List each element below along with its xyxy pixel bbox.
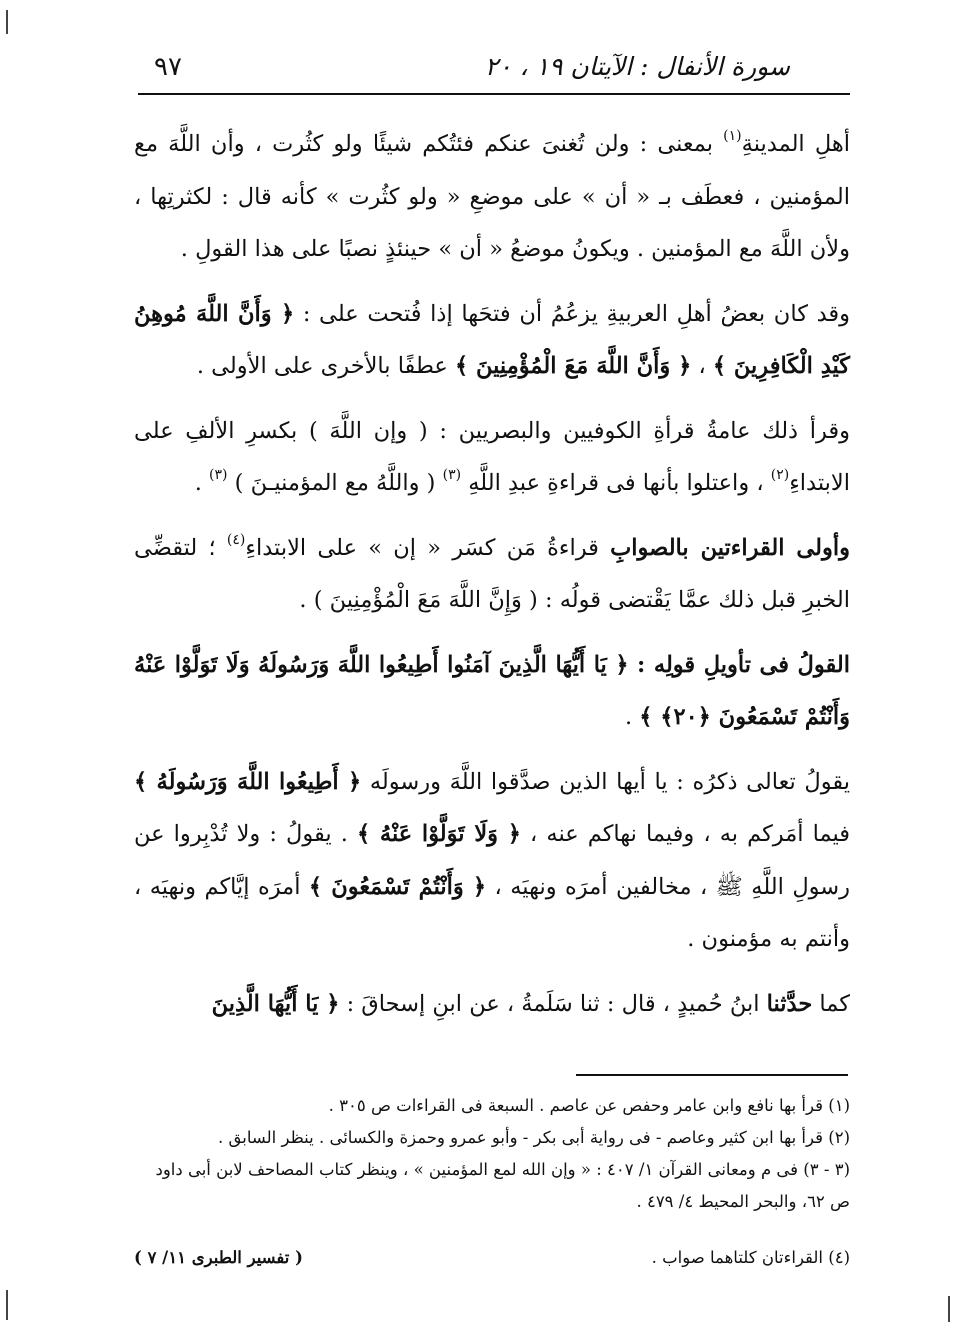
text-span: ، واعتلوا بأنها فى قراءةِ عبدِ اللَّهِ <box>461 470 771 496</box>
text-span: ( واللَّهُ مع المؤمنيـنَ ) <box>227 470 443 496</box>
main-text <box>134 118 850 1042</box>
scan-edge-mark <box>948 1296 950 1322</box>
footnote-3: (٣ - ٣) فى م ومعانى القرآن ١/ ٤٠٧ : « وإن الله لمع المؤمنين » ، وينظر كتاب المصاحف لابن أبى داود ص ٦٢، والبحر المحيط ٤/ ٤٧٩ . <box>155 1160 850 1211</box>
text-span: أمرَه إيَّاكم ونهيَه ، وأنتم به مؤمنون . <box>134 873 850 952</box>
footnote-marker: (٢) <box>770 467 790 483</box>
volume-reference: ( تفسير الطبرى ١١/ ٧ ) <box>134 1248 303 1267</box>
footnote-marker: (١) <box>723 128 742 144</box>
quran-verse: ﴿ يَا أَيُّهَا الَّذِينَ <box>211 990 340 1017</box>
text-span: فيما أمَركم به ، وفيما نهاكم عنه ، <box>520 821 850 847</box>
paragraph-5 <box>134 639 850 744</box>
text-span: كما <box>812 990 850 1017</box>
text-span: يقولُ تعالى ذكرُه : يا أيها الذين صدَّقوا اللَّهَ ورسولَه <box>361 768 851 795</box>
page-footer <box>134 1248 850 1282</box>
quran-verse: ﴿ وَلَا تَوَلَّوْا عَنْهُ ﴾ <box>356 821 521 847</box>
paragraph-4 <box>134 522 850 627</box>
paragraph-2 <box>134 288 850 393</box>
page-number: ٩٧ <box>154 52 182 82</box>
text-span: ابنُ حُميدٍ ، قال : ثنا سَلَمةُ ، عن ابنِ إسحاقَ : <box>339 990 767 1017</box>
text-span: . <box>194 470 210 496</box>
text-span: ، <box>691 353 713 379</box>
paragraph-3 <box>134 405 850 510</box>
quran-verse: ﴿ أَطِيعُوا اللَّهَ وَرَسُولَهُ ﴾ <box>134 768 362 795</box>
running-header <box>138 40 850 92</box>
quran-verse: ﴿ وَأَنَّ اللَّهَ مَعَ الْمُؤْمِنِينَ ﴾ <box>454 353 692 379</box>
footnote-1: (١) قرأ بها نافع وابن عامر وحفص عن عاصم . السبعة فى القراءات ص ٣٠٥ . <box>328 1096 850 1115</box>
quran-verse: ﴿ وَأَنَّ اللَّهَ مُوهِنُ كَيْدِ الْكَافِرِينَ ﴾ <box>134 300 850 379</box>
text-span: وقد كان بعضُ أهلِ العربيةِ يزعُمُ أن فتحَها إذا فُتحت على : <box>294 300 850 327</box>
paragraph-7 <box>134 978 850 1031</box>
section-heading: القولُ فى تأويلِ قولِه : <box>628 651 850 678</box>
text-span: . <box>624 704 640 730</box>
footnote-2: (٢) قرأ بها ابن كثير وعاصم - فى رواية أبى بكر - وأبو عمرو وحمزة والكسائى . ينظر السابق . <box>218 1128 850 1147</box>
text-span: قراءةُ مَن كسَر « إن » على الابتداءِ <box>245 534 611 561</box>
footnote-rule <box>576 1074 848 1076</box>
footnotes <box>134 1090 850 1218</box>
text-span: ؛ لتقضِّى الخبرِ قبل ذلك عمَّا يَقْتضى قولُه : ( وَإِنَّ اللَّهَ مَعَ الْمُؤْمِنِينَ ) . <box>134 534 850 613</box>
text-span: عطفًا بالأخرى على الأولى . <box>196 353 455 379</box>
footnote-marker: (٣) <box>209 467 228 483</box>
text-span: . يقولُ : ولا تُدْبِروا عن رسولِ اللَّهِ ﷺ ، مخالفين أمرَه ونهيَه ، <box>134 821 851 900</box>
scan-edge-mark <box>6 1290 8 1320</box>
header-rule <box>138 93 850 95</box>
paragraph-6 <box>134 756 850 966</box>
footnote-marker: (٤) <box>226 531 246 548</box>
bold-phrase: وأولى القراءتين بالصوابِ <box>610 534 850 561</box>
quran-verse: ﴿ يَا أَيُّهَا الَّذِينَ آمَنُوا أَطِيعُوا اللَّهَ وَرَسُولَهُ وَلَا تَوَلَّوْا عَنْهُ وَأَنْتُمْ تَسْمَعُونَ ﴿٢٠﴾ ﴾ <box>134 651 850 730</box>
text-span: أهلِ المدينةِ <box>741 131 850 157</box>
text-span: بمعنى : ولن تُغنىَ عنكم فئتُكم شيئًا ولو كثُرت ، وأن اللَّهَ مع المؤمنين ، فعطَف بـ « أن » على موضعِ « ولو كثُرت » كأنه قال : لكثرتِها ، ولأن اللَّهَ مع المؤمنين . ويكونُ موضعُ « أن » حينئذٍ نصبًا على هذا القولِ . <box>134 131 850 262</box>
quran-verse: ﴿ وَأَنْتُمْ تَسْمَعُونَ ﴾ <box>308 873 487 900</box>
paragraph-1 <box>134 118 850 276</box>
footnote-marker: (٣) <box>442 467 462 483</box>
header-title: سورة الأنفال : الآيتان ١٩ ، ٢٠ <box>484 52 790 81</box>
bold-phrase: حدَّثنا <box>766 990 813 1017</box>
footnote-4: (٤) القراءتان كلتاهما صواب . <box>651 1248 850 1267</box>
text-span: وقرأ ذلك عامةُ قرأةِ الكوفيين والبصريين : ( وإن اللَّهَ ) بكسرِ الألفِ على الابتداءِ <box>134 417 850 496</box>
scan-edge-mark <box>6 10 8 34</box>
